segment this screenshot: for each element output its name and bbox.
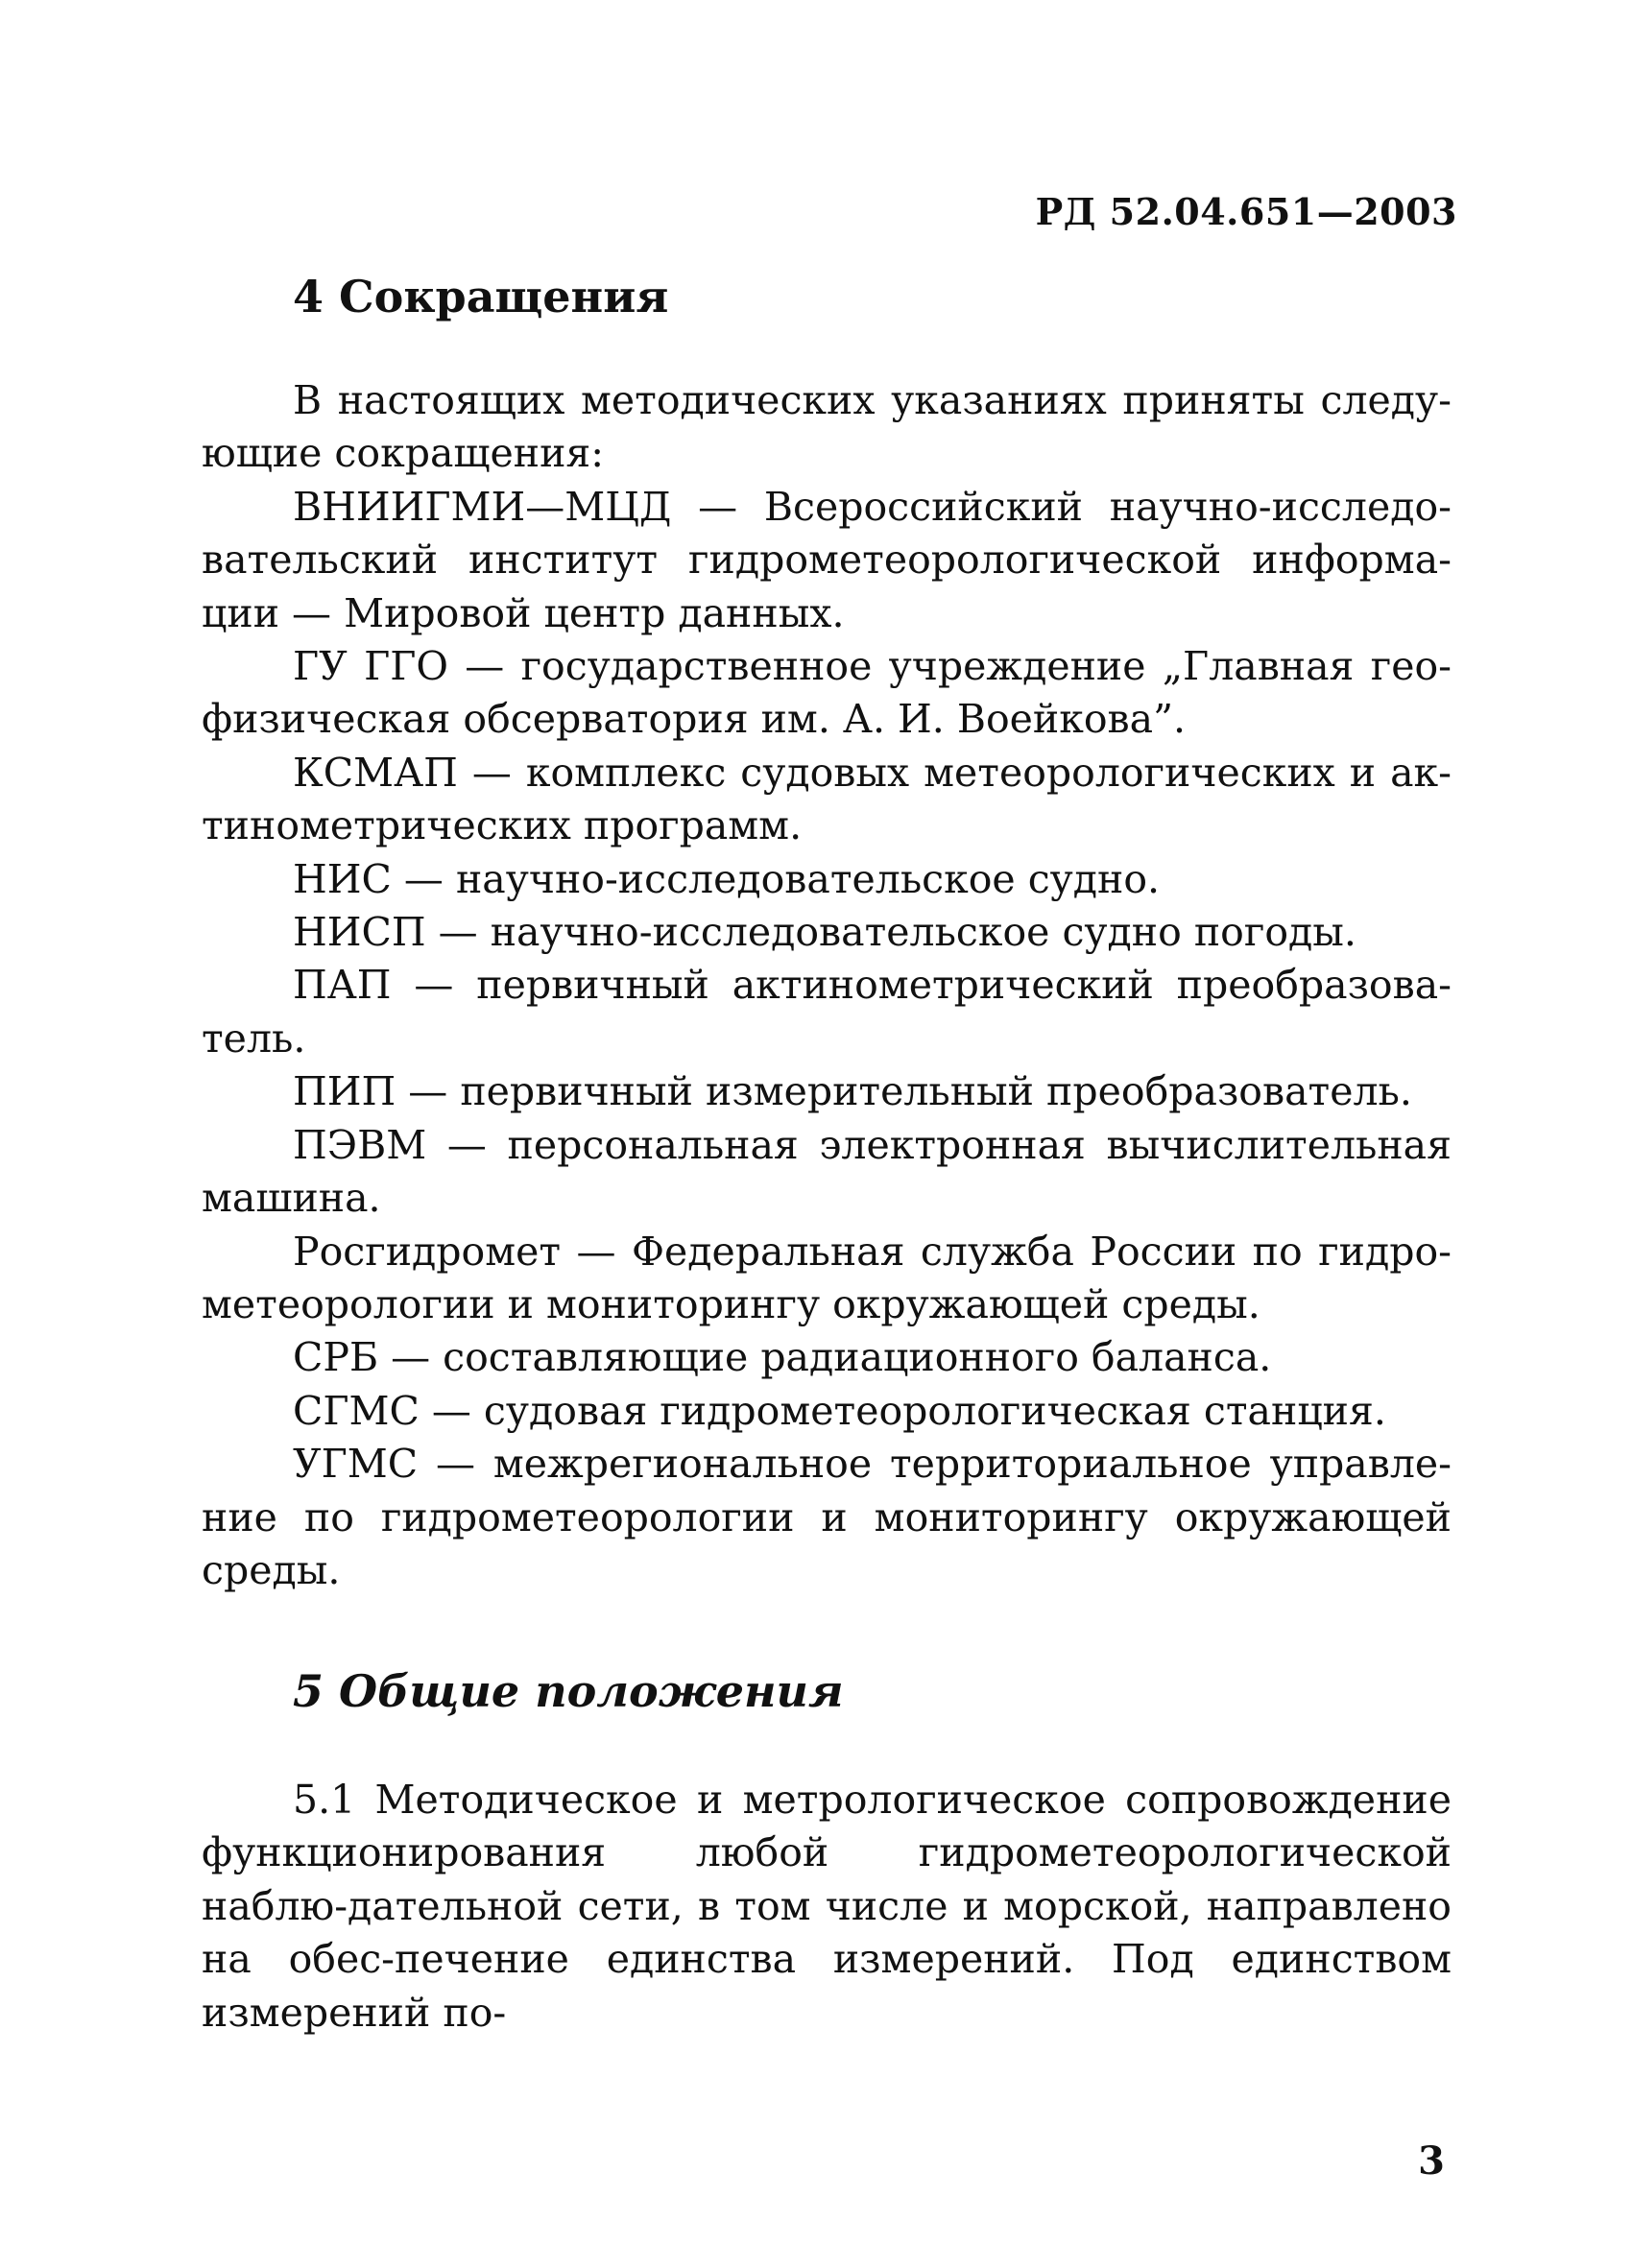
paragraph-5-1: 5.1 Методическое и метрологическое сопровождение функционирования любой гидрометеорологической наблю-дательной сети, в том числе и морской, направлено на обес-печение единства измерений. Под единством измерений по-	[202, 1777, 1452, 2036]
section-4-heading: 4 Сокращения	[293, 271, 669, 322]
abbreviation-item: СРБ — составляющие радиационного баланса.	[293, 1334, 1272, 1381]
document-code: РД 52.04.651—2003	[1035, 190, 1457, 233]
abbreviation-item: ПИП — первичный измерительный преобразователь.	[293, 1068, 1412, 1115]
abbreviation-item: ВНИИГМИ—МЦД — Всероссийский научно-исследо-вательский институт гидрометеорологической информа-ции — Мировой центр данных.	[202, 483, 1452, 636]
abbreviation-item: СГМС — судовая гидрометеорологическая станция.	[293, 1387, 1386, 1434]
abbreviations-block	[202, 374, 1452, 1597]
abbreviation-item: ПЭВМ — персональная электронная вычислительная машина.	[202, 1121, 1452, 1222]
abbreviation-item: УГМС — межрегиональное территориальное управле-ние по гидрометеорологии и мониторингу окружающей среды.	[202, 1441, 1452, 1593]
abbreviation-item: КСМАП — комплекс судовых метеорологических и ак-тинометрических программ.	[202, 749, 1452, 849]
general-provisions-block	[202, 1774, 1452, 2040]
abbreviation-item: ПАП — первичный актинометрический преобразова-тель.	[202, 962, 1452, 1062]
abbreviation-item: ГУ ГГО — государственное учреждение „Главная гео-физическая обсерватория им. А. И. Воейкова”.	[202, 643, 1452, 743]
section-5-heading: 5 Общие положения	[293, 1665, 844, 1717]
page-number: 3	[1418, 2138, 1445, 2184]
abbreviation-item: НИС — научно-исследовательское судно.	[293, 855, 1161, 902]
abbreviation-item: НИСП — научно-исследовательское судно погоды.	[293, 909, 1356, 956]
abbreviations-intro: В настоящих методических указаниях приняты следу-ющие сокращения:	[202, 377, 1452, 477]
abbreviation-item: Росгидромет — Федеральная служба России по гидро-метеорологии и мониторингу окружающей среды.	[202, 1228, 1452, 1327]
